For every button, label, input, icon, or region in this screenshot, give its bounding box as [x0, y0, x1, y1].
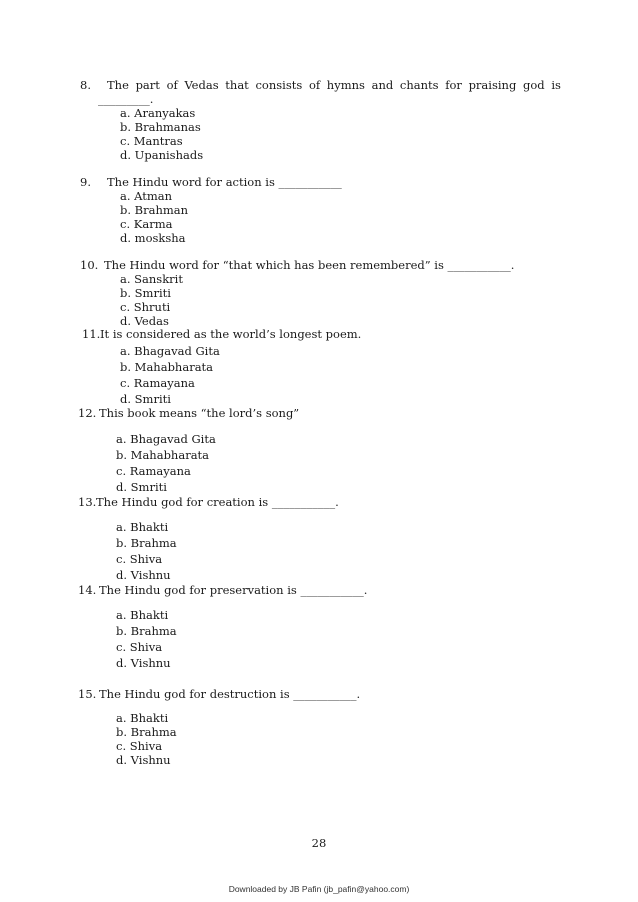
question-15-option-c: c. Shiva	[116, 739, 163, 753]
question-8-word: consists	[255, 78, 303, 92]
question-14-option-b: b. Brahma	[116, 624, 177, 638]
question-8-word: god	[522, 78, 545, 92]
question-10-option-b: b. Smriti	[120, 286, 171, 300]
question-8-word: is	[551, 78, 561, 92]
question-8-word: of	[166, 78, 178, 92]
question-13-option-b: b. Brahma	[116, 536, 177, 550]
page-number: 28	[311, 836, 327, 850]
question-14-option-a: a. Bhakti	[116, 608, 169, 622]
question-9-option-b: b. Brahman	[120, 203, 189, 217]
question-9-number: 9.	[80, 175, 91, 189]
question-14-text: The Hindu god for preservation is ___________.	[99, 583, 368, 597]
question-8-word: The	[107, 78, 129, 92]
question-8-word: Vedas	[184, 78, 219, 92]
question-10-option-d: d. Vedas	[120, 314, 169, 328]
question-8-option-d: d. Upanishads	[120, 148, 204, 162]
download-footer: Downloaded by JB Pafin (jb_pafin@yahoo.com)	[228, 884, 410, 894]
question-10-text: The Hindu word for “that which has been remembered” is ___________.	[104, 258, 515, 272]
question-13-option-a: a. Bhakti	[116, 520, 169, 534]
question-8-word: for	[445, 78, 462, 92]
question-8-word: praising	[468, 78, 517, 92]
question-15-text: The Hindu god for destruction is ___________.	[99, 687, 361, 701]
question-11-option-c: c. Ramayana	[120, 376, 195, 390]
question-15-option-a: a. Bhakti	[116, 711, 169, 725]
question-10-number: 10.	[80, 258, 99, 272]
question-14-number: 14.	[78, 583, 97, 597]
question-8-word: of	[308, 78, 321, 92]
question-8-blank: _________.	[98, 92, 154, 106]
question-8-word: chants	[399, 78, 439, 92]
question-13-number: 13.	[78, 495, 97, 509]
question-8-option-b: b. Brahmanas	[120, 120, 201, 134]
question-13-option-d: d. Vishnu	[116, 568, 171, 582]
question-8-number: 8.	[80, 78, 91, 92]
question-8-text	[107, 78, 561, 92]
question-9-text: The Hindu word for action is ___________	[107, 175, 342, 189]
question-14-option-d: d. Vishnu	[116, 656, 171, 670]
question-8-option-c: c. Mantras	[120, 134, 183, 148]
question-12-option-b: b. Mahabharata	[116, 448, 210, 462]
question-11-option-b: b. Mahabharata	[120, 360, 214, 374]
question-14-option-c: c. Shiva	[116, 640, 163, 654]
question-9-option-d: d. mosksha	[120, 231, 186, 245]
question-9-option-a: a. Atman	[120, 189, 173, 203]
question-12-option-d: d. Smriti	[116, 480, 167, 494]
question-8-word: that	[225, 78, 249, 92]
question-11-text: It is considered as the world’s longest poem.	[100, 327, 362, 341]
question-12-option-a: a. Bhagavad Gita	[116, 432, 216, 446]
question-10-option-c: c. Shruti	[120, 300, 171, 314]
question-13-text: The Hindu god for creation is ___________.	[96, 495, 339, 509]
question-12-text: This book means “the lord’s song”	[99, 406, 300, 420]
question-10-option-a: a. Sanskrit	[120, 272, 183, 286]
question-8-word: and	[371, 78, 394, 92]
question-8-word: part	[135, 78, 160, 92]
question-11-number: 11.	[82, 327, 101, 341]
question-13-option-c: c. Shiva	[116, 552, 163, 566]
question-9-option-c: c. Karma	[120, 217, 173, 231]
question-8-option-a: a. Aranyakas	[120, 106, 196, 120]
question-12-option-c: c. Ramayana	[116, 464, 191, 478]
question-15-number: 15.	[78, 687, 97, 701]
question-12-number: 12.	[78, 406, 97, 420]
question-8-word: hymns	[326, 78, 365, 92]
question-15-option-d: d. Vishnu	[116, 753, 171, 767]
question-11-option-a: a. Bhagavad Gita	[120, 344, 220, 358]
question-15-option-b: b. Brahma	[116, 725, 177, 739]
question-11-option-d: d. Smriti	[120, 392, 171, 406]
